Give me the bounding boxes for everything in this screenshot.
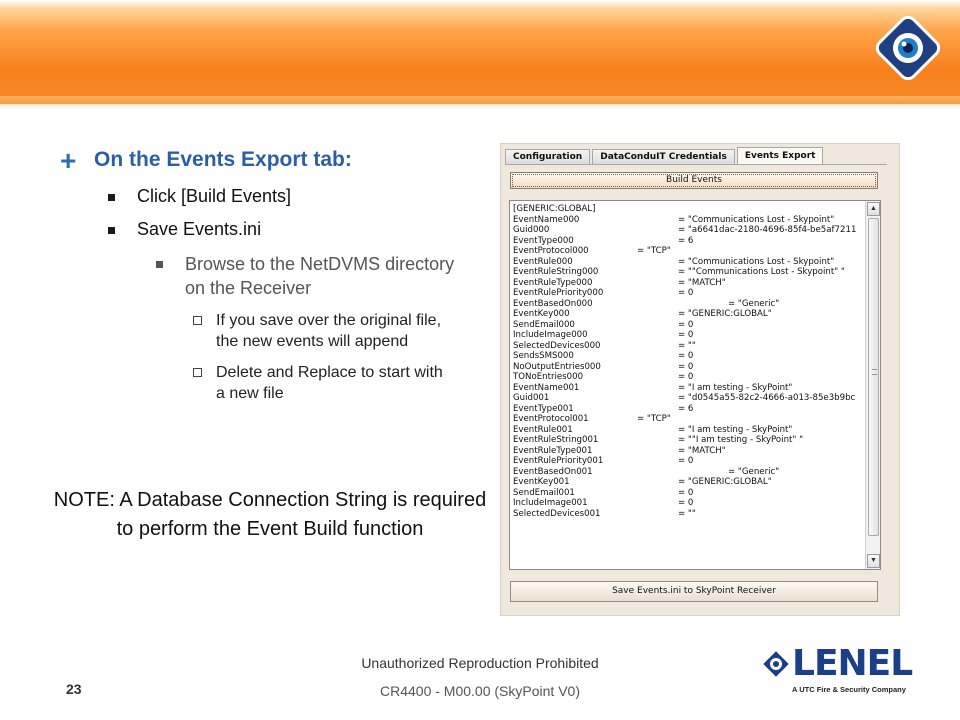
tab-divider xyxy=(505,164,887,165)
event-key: EventName000 xyxy=(513,214,580,225)
event-line xyxy=(513,477,868,488)
hollow-square-bullet-icon xyxy=(193,368,202,377)
note-text: NOTE: A Database Connection String is required to perform the Event Build function xyxy=(53,489,487,540)
event-value: = "TCP" xyxy=(637,414,671,424)
square-bullet-icon xyxy=(108,194,115,201)
event-line xyxy=(513,372,868,383)
scroll-up-icon[interactable]: ▲ xyxy=(867,202,880,216)
event-key: IncludeImage000 xyxy=(513,330,588,340)
events-export-panel xyxy=(500,143,900,616)
event-value: = "Communications Lost - Skypoint" xyxy=(678,214,835,225)
event-value: = 0 xyxy=(678,487,694,498)
event-line xyxy=(513,246,868,257)
event-value: = "" xyxy=(678,340,696,351)
event-value: = 0 xyxy=(678,319,694,330)
event-value: = "I am testing - SkyPoint" xyxy=(678,382,793,393)
event-line xyxy=(513,362,868,373)
event-key: EventRuleString000 xyxy=(513,267,599,277)
event-key: [GENERIC:GLOBAL] xyxy=(513,204,596,214)
event-key: SendEmail000 xyxy=(513,319,575,330)
event-line xyxy=(513,288,868,299)
event-key: EventRulePriority000 xyxy=(513,288,604,298)
event-line xyxy=(513,509,868,520)
header-banner xyxy=(0,0,960,104)
lenel-logo xyxy=(762,644,932,702)
bullet-text: Save Events.ini xyxy=(137,219,262,239)
page-number: 23 xyxy=(66,681,82,697)
sub-sub-bullet-text: If you save over the original file, the new events will append xyxy=(216,312,442,350)
grip-icon xyxy=(872,369,877,375)
event-key: EventKey000 xyxy=(513,309,570,319)
event-line xyxy=(513,393,868,404)
event-key: EventBasedOn001 xyxy=(513,466,593,477)
event-line xyxy=(513,425,868,436)
event-value: = "MATCH" xyxy=(678,277,726,288)
event-key: IncludeImage001 xyxy=(513,498,588,508)
event-key: EventProtocol000 xyxy=(513,246,589,256)
eye-logo-icon xyxy=(872,12,944,84)
event-value: = 0 xyxy=(678,330,694,340)
event-key: NoOutputEntries000 xyxy=(513,361,601,372)
event-value: = "d0545a55-82c2-4666-a013-85e3b9bc xyxy=(678,393,856,403)
event-value: = "Generic" xyxy=(728,466,780,477)
event-line xyxy=(513,446,868,457)
hollow-square-bullet-icon xyxy=(193,316,202,325)
event-line xyxy=(513,435,868,446)
event-line xyxy=(513,467,868,478)
build-events-button[interactable]: Build Events xyxy=(510,172,878,189)
event-line xyxy=(513,498,868,509)
event-key: EventType000 xyxy=(513,235,574,246)
event-key: EventRule001 xyxy=(513,424,573,435)
event-key: SelectedDevices001 xyxy=(513,508,601,519)
event-value: = ""I am testing - SkyPoint" " xyxy=(678,435,804,445)
event-key: SelectedDevices000 xyxy=(513,340,601,351)
event-line xyxy=(513,267,868,278)
event-key: EventRule000 xyxy=(513,256,573,267)
event-line xyxy=(513,225,868,236)
event-key: TONoEntries000 xyxy=(513,372,584,382)
footer-notice: Unauthorized Reproduction Prohibited xyxy=(361,655,599,671)
vertical-scrollbar[interactable] xyxy=(865,201,880,569)
event-line xyxy=(513,488,868,499)
event-line xyxy=(513,330,868,341)
event-line xyxy=(513,341,868,352)
event-key: SendsSMS000 xyxy=(513,351,574,361)
event-value: = 6 xyxy=(678,235,694,246)
event-key: EventBasedOn000 xyxy=(513,298,593,309)
event-key: EventRuleType001 xyxy=(513,445,593,456)
event-line xyxy=(513,236,868,247)
event-line xyxy=(513,351,868,362)
event-line xyxy=(513,404,868,415)
event-line xyxy=(513,456,868,467)
event-key: EventKey001 xyxy=(513,477,570,487)
event-line xyxy=(513,204,868,215)
sub-bullet-item xyxy=(156,252,478,300)
event-value: = "GENERIC:GLOBAL" xyxy=(678,309,772,319)
event-line xyxy=(513,320,868,331)
event-value: = 0 xyxy=(678,498,694,508)
event-value: = "I am testing - SkyPoint" xyxy=(678,424,793,435)
sub-bullet-text: Browse to the NetDVMS directory on the Receiver xyxy=(185,254,455,298)
event-value: = "TCP" xyxy=(637,246,671,256)
event-value: = "GENERIC:GLOBAL" xyxy=(678,477,772,487)
event-line xyxy=(513,278,868,289)
event-value: = 0 xyxy=(678,456,694,466)
event-value: = 0 xyxy=(678,288,694,298)
scroll-down-icon[interactable]: ▼ xyxy=(867,554,880,568)
sub-sub-bullet-item xyxy=(193,362,478,404)
bullet-item xyxy=(108,218,478,240)
event-value: = ""Communications Lost - Skypoint" " xyxy=(678,267,845,277)
bullet-text: Click [Build Events] xyxy=(137,186,292,206)
bullet-item xyxy=(108,185,478,207)
lenel-mark-icon xyxy=(762,650,790,678)
event-value: = "a6641dac-2180-4696-85f4-be5af7211 xyxy=(678,225,857,235)
event-value: = "Generic" xyxy=(728,298,780,309)
event-value: = 0 xyxy=(678,351,694,361)
event-value: = "MATCH" xyxy=(678,445,726,456)
event-key: Guid000 xyxy=(513,225,550,235)
tab-configuration[interactable]: Configuration xyxy=(505,149,590,164)
event-key: EventRulePriority001 xyxy=(513,456,604,466)
event-line xyxy=(513,257,868,268)
events-text-lines xyxy=(513,204,868,519)
tab-events-export[interactable]: Events Export xyxy=(737,147,824,164)
square-bullet-icon xyxy=(156,261,163,268)
lenel-wordmark: LENEL xyxy=(792,643,913,684)
event-value: = 0 xyxy=(678,361,694,372)
sub-sub-bullet-text: Delete and Replace to start with a new file xyxy=(216,364,443,402)
slide-heading: On the Events Export tab: xyxy=(94,148,352,171)
sub-sub-bullet-item xyxy=(193,310,478,352)
event-key: EventRuleType000 xyxy=(513,277,593,288)
heading-bullet xyxy=(58,145,478,176)
event-key: EventType001 xyxy=(513,403,574,414)
event-key: EventName001 xyxy=(513,382,580,393)
tab-dataconduit-credentials[interactable]: DataConduIT Credentials xyxy=(592,149,735,164)
event-key: SendEmail001 xyxy=(513,487,575,498)
slide-content xyxy=(58,145,478,404)
event-value: = "" xyxy=(678,508,696,519)
save-events-button[interactable]: Save Events.ini to SkyPoint Receiver xyxy=(510,581,878,602)
tab-strip xyxy=(505,146,825,164)
event-key: EventRuleString001 xyxy=(513,435,599,445)
lenel-tagline: A UTC Fire & Security Company xyxy=(792,685,906,694)
event-key: Guid001 xyxy=(513,393,550,403)
header-banner-fade xyxy=(0,96,960,110)
events-textarea[interactable] xyxy=(509,200,881,570)
plus-bullet-icon: + xyxy=(60,145,77,176)
event-line xyxy=(513,215,868,226)
event-line xyxy=(513,299,868,310)
event-value: = 6 xyxy=(678,403,694,414)
square-bullet-icon xyxy=(108,227,115,234)
event-line xyxy=(513,309,868,320)
event-value: = 0 xyxy=(678,372,694,382)
event-value: = "Communications Lost - Skypoint" xyxy=(678,256,835,267)
event-line xyxy=(513,414,868,425)
scroll-thumb[interactable] xyxy=(868,218,879,536)
event-key: EventProtocol001 xyxy=(513,414,589,424)
footer-doc-id: CR4400 - M00.00 (SkyPoint V0) xyxy=(380,683,580,699)
event-line xyxy=(513,383,868,394)
